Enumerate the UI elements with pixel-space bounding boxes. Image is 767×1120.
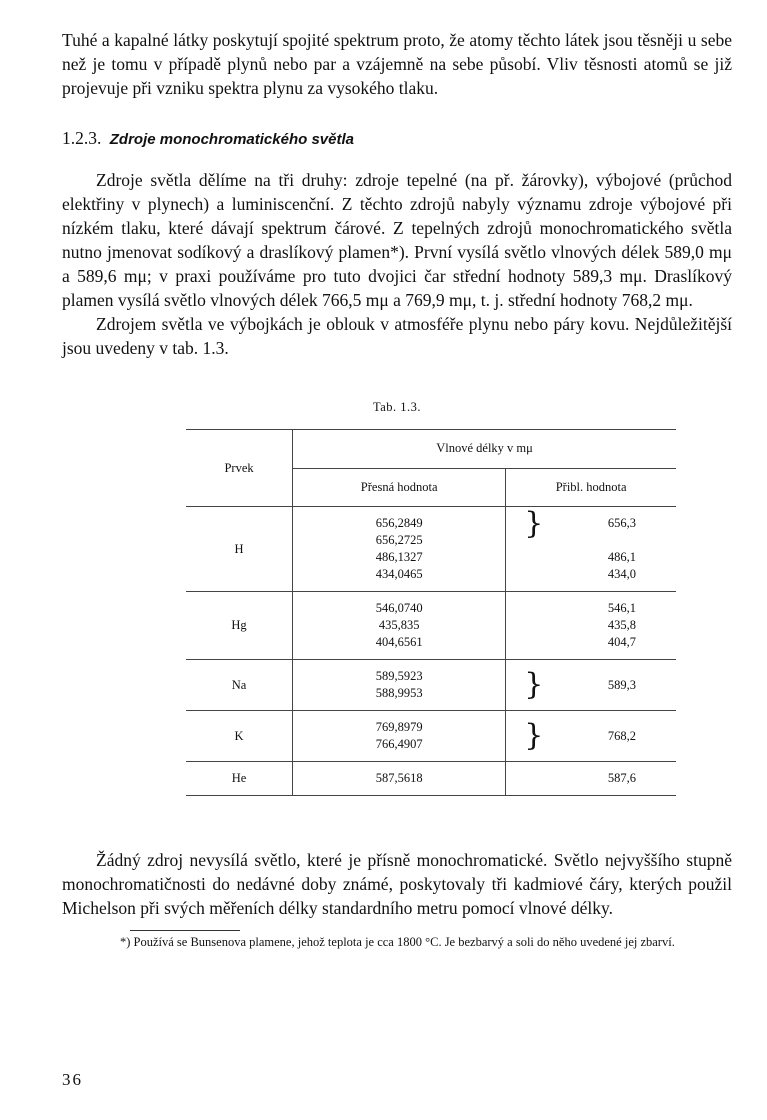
table-body: [186, 507, 676, 796]
footnote: *) Používá se Bunsenova plamene, jehož teplota je cca 1800 °C. Je bezbarvý a soli do něho uvedené jej zbarví.: [120, 935, 675, 949]
brace: }: [524, 667, 544, 702]
exact-value: 588,9953: [375, 686, 423, 700]
section-number: 1.2.3.: [62, 128, 102, 148]
exact-values-cell: [293, 660, 506, 711]
approx-value: 486,1: [607, 550, 636, 564]
approx-value: 546,1: [607, 601, 636, 615]
exact-value: 769,8979: [375, 720, 423, 734]
table-row: [186, 762, 676, 796]
paragraph-sources: Zdroje světla dělíme na tři druhy: zdroje tepelné (na př. žárovky), výbojové (průchod elektřiny v plynech) a luminiscenční. Z těchto zdrojů nabyly významu zdroje výbojové při nízkém tlaku, které dávají spektrum čárové. Z tepelných zdrojů monochromatického světla nutno jmenovat sodíkový a draslíkový plamen*). První vysílá světlo vlnových délek 589,0 mμ a 589,6 mμ; v praxi používáme pro tuto dvojici čar střední hodnoty 589,3 mμ. Draslíkový plamen vysílá světlo vlnových délek 766,5 mμ a 769,9 mμ, t. j. střední hodnoty 768,2 mμ.: [62, 170, 732, 310]
section-title: Zdroje monochromatického světla: [109, 131, 354, 148]
exact-value: 766,4907: [375, 737, 423, 751]
exact-value: 656,2849: [375, 516, 423, 530]
exact-value: 546,0740: [375, 601, 423, 615]
element-cell: Na: [186, 660, 293, 711]
table-caption: Tab. 1.3.: [372, 400, 422, 414]
header-wavelengths: Vlnové délky v mμ: [293, 430, 676, 469]
exact-values-cell: [293, 762, 506, 796]
approx-value: 587,6: [607, 771, 636, 785]
approx-value: 656,3: [607, 516, 636, 530]
table-row: [186, 660, 676, 711]
exact-values-cell: [293, 592, 506, 660]
section-heading: [62, 126, 732, 152]
exact-values-cell: [293, 507, 506, 592]
exact-value: 587,5618: [375, 771, 423, 785]
exact-value: 486,1327: [375, 550, 423, 564]
approx-value: 768,2: [607, 729, 636, 743]
page-number: 36: [62, 1070, 83, 1089]
element-cell: He: [186, 762, 293, 796]
approx-values-cell: [506, 711, 676, 762]
approx-values-cell: [506, 660, 676, 711]
approx-value: 589,3: [607, 678, 636, 692]
approx-values-cell: [506, 507, 676, 592]
header-exact-value: Přesná hodnota: [293, 468, 506, 507]
header-element: Prvek: [186, 430, 293, 507]
exact-values-cell: [293, 711, 506, 762]
brace: }: [524, 718, 544, 753]
exact-value: 434,0465: [375, 567, 423, 581]
paragraph-discharge: Zdrojem světla ve výbojkách je oblouk v atmosféře plynu nebo páry kovu. Nejdůležitější jsou uvedeny v tab. 1.3.: [62, 314, 732, 358]
approx-values-cell: [506, 762, 676, 796]
element-cell: K: [186, 711, 293, 762]
table-row: [186, 507, 676, 592]
footnote-rule: [130, 930, 240, 931]
paragraph-monochromatic: Žádný zdroj nevysílá světlo, které je přísně monochromatické. Světlo nejvyššího stupně monochromatičnosti do nedávné doby známé, poskytovaly tři kadmiové čáry, kterých použil Michelson při svých měřeních délky standardního metru pomocí vlnové délky.: [62, 850, 732, 918]
approx-value: 434,0: [607, 567, 636, 581]
exact-value: 435,835: [378, 618, 420, 632]
element-cell: Hg: [186, 592, 293, 660]
table-row: [186, 592, 676, 660]
exact-value: 589,5923: [375, 669, 423, 683]
element-cell: H: [186, 507, 293, 592]
page-content: [62, 28, 732, 951]
approx-values-cell: [506, 592, 676, 660]
wavelength-table: [186, 429, 676, 796]
approx-value: 404,7: [607, 635, 636, 649]
header-approx-value: Přibl. hodnota: [506, 468, 676, 507]
brace: }: [524, 506, 544, 541]
approx-value: 435,8: [607, 618, 636, 632]
paragraph-intro: Tuhé a kapalné látky poskytují spojité spektrum proto, že atomy těchto látek jsou těsněji u sebe než je tomu v případě plynů nebo par a vzájemně na sebe působí. Vliv těsnosti atomů se již projevuje při vzniku spektra plynu za vysokého tlaku.: [62, 30, 732, 98]
exact-value: 404,6561: [375, 635, 423, 649]
table-row: [186, 711, 676, 762]
exact-value: 656,2725: [375, 533, 423, 547]
